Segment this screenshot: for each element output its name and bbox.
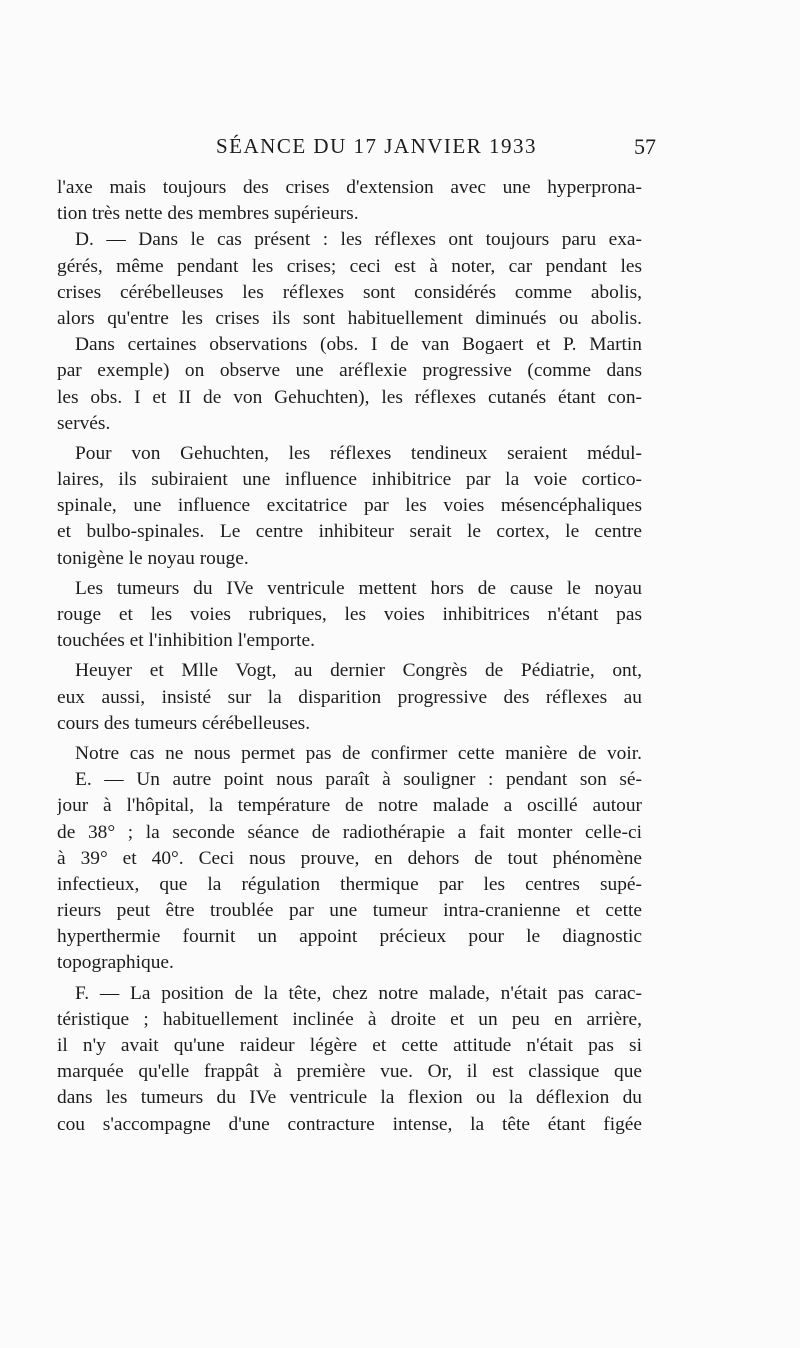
text-line: téristique ; habituellement inclinée à droite et un peu en arrière, bbox=[57, 1008, 642, 1030]
text-line: cours des tumeurs cérébelleuses. bbox=[57, 712, 311, 734]
text-line: l'axe mais toujours des crises d'extension avec une hyperprona- bbox=[57, 177, 642, 198]
text-line: laires, ils subiraient une influence inhibitrice par la voie cortico- bbox=[57, 469, 642, 491]
text-line: D. — Dans le cas présent : les réflexes ont toujours paru exa- bbox=[75, 229, 642, 251]
text-line: jour à l'hôpital, la température de notre malade a oscillé autour bbox=[57, 795, 642, 817]
text-line: eux aussi, insisté sur la disparition progressive des réflexes au bbox=[57, 686, 642, 708]
text-line: Heuyer et Mlle Vogt, au dernier Congrès de Pédiatrie, ont, bbox=[75, 660, 642, 682]
text-line: Les tumeurs du IVe ventricule mettent hors de cause le noyau bbox=[75, 577, 642, 599]
text-line: les obs. I et II de von Gehuchten), les réflexes cutanés étant con- bbox=[57, 386, 642, 408]
text-line: de 38° ; la seconde séance de radiothérapie a fait monter celle-ci bbox=[57, 821, 642, 843]
text-line: il n'y avait qu'une raideur légère et cette attitude n'était pas si bbox=[57, 1035, 642, 1056]
text-line: infectieux, que la régulation thermique par les centres supé- bbox=[57, 873, 642, 895]
text-line: rouge et les voies rubriques, les voies inhibitrices n'étant pas bbox=[57, 604, 642, 625]
text-line: F. — La position de la tête, chez notre malade, n'était pas carac- bbox=[75, 982, 642, 1004]
text-line: alors qu'entre les crises ils sont habituellement diminués ou abolis. bbox=[57, 307, 642, 329]
text-line: Notre cas ne nous permet pas de confirmer cette manière de voir. bbox=[75, 742, 642, 764]
text-line: Dans certaines observations (obs. I de van Bogaert et P. Martin bbox=[75, 334, 642, 356]
text-line: crises cérébelleuses les réflexes sont considérés comme abolis, bbox=[57, 281, 642, 303]
text-line: dans les tumeurs du IVe ventricule la flexion ou la déflexion du bbox=[57, 1087, 642, 1109]
text-line: topographique. bbox=[57, 952, 174, 974]
text-line: Pour von Gehuchten, les réflexes tendineux seraient médul- bbox=[75, 442, 642, 464]
text-line: spinale, une influence excitatrice par les voies mésencéphaliques bbox=[57, 495, 642, 517]
body-text bbox=[57, 175, 642, 1138]
page-header bbox=[56, 128, 656, 168]
text-line: cou s'accompagne d'une contracture intense, la tête étant figée bbox=[57, 1113, 642, 1135]
text-line: E. — Un autre point nous paraît à souligner : pendant son sé- bbox=[75, 769, 642, 791]
text-line: tonigène le noyau rouge. bbox=[57, 547, 249, 569]
text-line: rieurs peut être troublée par une tumeur intra-cranienne et cette bbox=[57, 900, 642, 922]
text-line: touchées et l'inhibition l'emporte. bbox=[57, 630, 315, 652]
text-line: marquée qu'elle frappât à première vue. Or, il est classique que bbox=[57, 1061, 642, 1083]
text-line: et bulbo-spinales. Le centre inhibiteur serait le cortex, le centre bbox=[57, 521, 642, 543]
page-number: 57 bbox=[634, 134, 656, 159]
text-line: tion très nette des membres supérieurs. bbox=[57, 203, 359, 225]
text-line: à 39° et 40°. Ceci nous prouve, en dehors de tout phénomène bbox=[57, 847, 642, 869]
text-line: par exemple) on observe une aréflexie progressive (comme dans bbox=[57, 360, 642, 382]
text-line: gérés, même pendant les crises; ceci est à noter, car pendant les bbox=[57, 255, 642, 277]
text-line: hyperthermie fournit un appoint précieux pour le diagnostic bbox=[57, 926, 642, 948]
running-head: SÉANCE DU 17 JANVIER 1933 bbox=[216, 134, 537, 158]
text-line: servés. bbox=[57, 412, 111, 434]
